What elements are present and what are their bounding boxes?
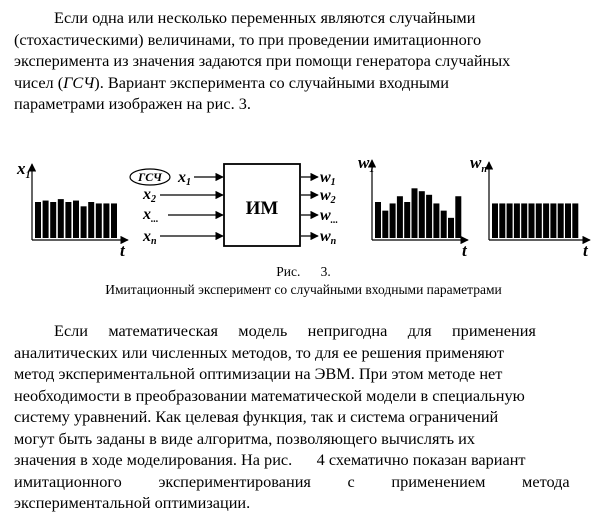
bar <box>507 203 513 238</box>
text-line: необходимости в преобразовании математической модели в специальную <box>14 385 525 405</box>
text-line: Если одна или несколько переменных являются случайными <box>54 8 476 27</box>
bar <box>455 196 461 238</box>
label-sub: 1 <box>186 177 191 188</box>
input-label <box>142 206 159 225</box>
text-line: Если математическая модель непригодна для применения <box>54 321 536 340</box>
text-line: параметрами изображен на рис. 3. <box>14 94 251 113</box>
text-line: метод экспериментальной оптимизации на ЭВМ. При этом методе нет <box>14 364 503 383</box>
chart-w1 <box>358 153 468 260</box>
text-fragment: чисел ( <box>14 72 64 92</box>
bar <box>50 202 56 238</box>
bar <box>35 202 41 238</box>
bar <box>499 203 505 238</box>
bar <box>96 203 102 238</box>
chart-xlabel: t <box>120 241 125 260</box>
chart-ylabel <box>16 159 31 181</box>
label-main: w <box>320 228 331 245</box>
label-sub: 1 <box>25 170 31 181</box>
label-main: x <box>178 169 186 186</box>
bar <box>543 203 549 238</box>
text-line: экспериментальной оптимизации. <box>14 493 251 512</box>
bar <box>375 202 381 238</box>
bar <box>412 188 418 238</box>
label-sub: n <box>151 236 157 247</box>
bar <box>390 203 396 238</box>
bar <box>492 203 498 238</box>
bar <box>111 203 117 238</box>
bar <box>448 218 454 238</box>
label-main: w <box>320 169 331 186</box>
abbr-gsch: ГСЧ <box>63 72 95 92</box>
label-sub: n <box>481 164 487 175</box>
chart-ylabel <box>470 153 487 175</box>
bar <box>397 196 403 238</box>
chart-xlabel: t <box>462 241 467 260</box>
text-line: эксперимента из значения задаются при помощи генератора случайных <box>14 51 511 70</box>
label-main: w <box>320 207 331 224</box>
text-line-abbr <box>14 72 592 94</box>
text-line: (стохастическими) величинами, то при проведении имитационного <box>14 29 482 49</box>
bar <box>103 203 109 238</box>
bar <box>536 203 542 238</box>
bar <box>81 206 87 238</box>
input-label <box>177 169 191 188</box>
label-main: w <box>320 187 331 204</box>
label-sub: 2 <box>151 194 156 205</box>
bar <box>426 195 432 238</box>
label-sub: ... <box>151 214 159 225</box>
bar <box>382 211 388 238</box>
chart-xlabel: t <box>583 241 588 260</box>
input-label <box>142 228 157 247</box>
label-main: x <box>143 228 151 245</box>
bar <box>73 201 79 238</box>
model-label: ИМ <box>245 198 279 219</box>
label-sub: 1 <box>369 164 375 175</box>
label-sub: 1 <box>330 177 336 188</box>
bar <box>58 199 64 238</box>
label-main: w <box>470 153 482 172</box>
label-main: x <box>17 159 26 178</box>
bar <box>419 191 425 238</box>
bar <box>529 203 535 238</box>
paragraph-intro <box>14 7 592 115</box>
label-sub: n <box>330 236 337 247</box>
generator-node <box>130 169 170 185</box>
bar <box>88 202 94 238</box>
label-sub: ... <box>330 215 339 226</box>
output-label <box>320 207 338 226</box>
bar <box>404 202 410 238</box>
generator-label: ГСЧ <box>137 170 163 184</box>
bar <box>521 203 527 238</box>
chart-ylabel <box>358 153 374 175</box>
output-label <box>320 169 336 188</box>
output-label <box>320 228 337 247</box>
bar <box>565 203 571 238</box>
label-main: x <box>143 206 151 223</box>
figure-caption-number: Рис. 3. <box>276 264 331 279</box>
bar <box>433 203 439 238</box>
bar <box>514 203 520 238</box>
output-arrows <box>301 169 338 247</box>
bar <box>65 202 71 238</box>
bars <box>35 199 117 238</box>
input-label <box>142 186 156 205</box>
figure-diagram <box>0 148 607 264</box>
chart-x1 <box>16 159 128 260</box>
figure-caption-title: Имитационный эксперимент со случайными входными параметрами <box>105 282 502 297</box>
bar <box>550 203 556 238</box>
bar <box>441 211 447 238</box>
bar <box>572 203 578 238</box>
text-line: могут быть заданы в виде алгоритма, позволяющего вычислять их <box>14 428 475 448</box>
chart-wn <box>470 153 590 260</box>
label-main: x <box>143 186 151 203</box>
label-sub: 2 <box>330 195 336 206</box>
bar <box>558 203 564 238</box>
bars <box>492 203 578 238</box>
output-label <box>320 187 336 206</box>
bar <box>43 201 49 238</box>
paragraph-main <box>14 320 592 514</box>
text-line: значения в ходе моделирования. На рис. 4 схематично показан вариант <box>14 450 526 469</box>
text-fragment: ). Вариант эксперимента со случайными входными <box>94 72 449 92</box>
label-main: w <box>358 153 370 172</box>
text-line: аналитических или численных методов, то для ее решения применяют <box>14 342 504 362</box>
text-line: систему уравнений. Как целевая функция, так и система ограничений <box>14 407 499 426</box>
text-line: имитационного экспериментирования с применением метода <box>14 471 570 491</box>
model-block <box>224 164 300 246</box>
bars <box>375 188 461 238</box>
